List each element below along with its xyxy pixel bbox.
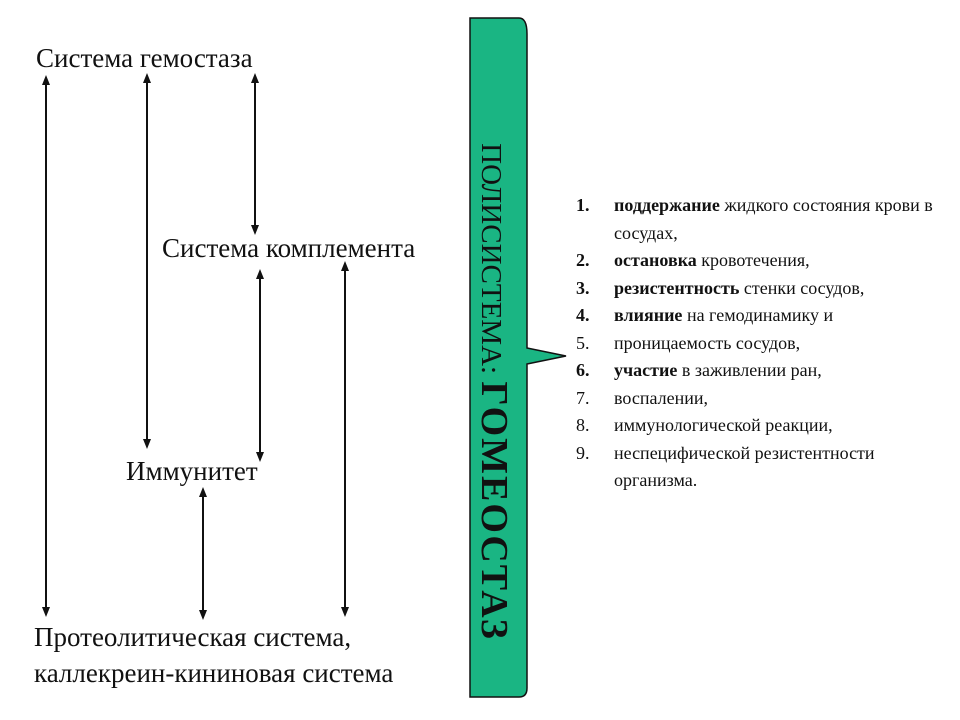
function-item [576,302,936,330]
function-number: 9. [576,442,590,463]
function-keyword: влияние [614,305,683,325]
function-item [576,385,936,413]
node-complement: Система комплемента [162,233,416,263]
function-keyword: участие [614,360,678,380]
function-number: 4. [576,305,590,325]
banner-prefix: ПОЛИСИСТЕМА: [475,143,507,375]
function-keyword: поддержание [614,195,720,215]
function-text: воспалении, [614,387,708,408]
function-item [576,357,936,385]
function-text: проницаемость сосудов, [614,332,801,353]
function-item [576,247,936,275]
function-keyword: резистентность [614,277,740,298]
node-immunity: Иммунитет [126,456,258,486]
function-keyword: остановка [614,250,697,270]
function-text: кровотечения, [696,250,810,270]
function-text: на гемодинамику и [682,305,834,325]
node-hemostasis: Система гемостаза [36,43,253,73]
function-number: 6. [576,360,590,380]
banner-main: ГОМЕОСТАЗ [473,381,515,641]
function-number: 7. [576,387,590,408]
functions-list [576,192,936,495]
function-text: жидкого состояния крови в сосудах, [614,195,933,243]
function-item [576,192,936,247]
function-text: неспецифической резистентности организма. [614,442,875,490]
function-number: 2. [576,250,590,270]
function-number: 8. [576,415,590,435]
function-item [576,440,936,495]
function-item [576,330,936,358]
banner-title [472,143,516,641]
function-number: 1. [576,195,590,215]
function-item [576,275,936,303]
node-proteolytic-line2: каллекреин-кининовая система [34,657,394,688]
function-text: иммунологической реакции, [614,415,833,435]
node-proteolytic-line1: Протеолитическая система, [34,622,352,652]
function-number: 3. [576,277,590,298]
function-item [576,412,936,440]
function-text: в заживлении ран, [677,360,822,380]
node-proteolytic [34,620,393,691]
function-text: стенки сосудов, [739,277,865,298]
function-number: 5. [576,332,590,353]
